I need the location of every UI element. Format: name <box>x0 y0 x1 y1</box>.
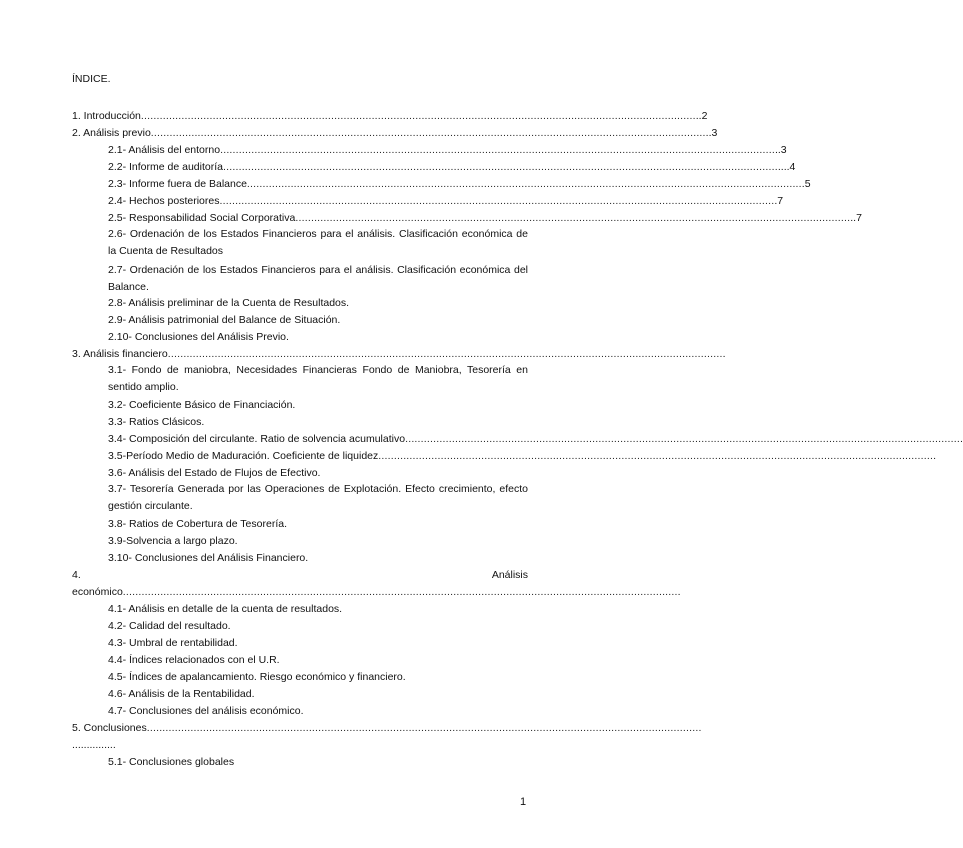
toc-entry-2-1[interactable]: 2.1- Análisis del entorno .................................................................................................................................................................................. ..3 <box>108 144 787 156</box>
toc-entry-3-10[interactable]: 3.10- Conclusiones del Análisis Financiero. <box>108 552 309 564</box>
toc-entry-3[interactable]: 3. Análisis financiero .................................................................................................................................................................................. . <box>72 348 726 360</box>
toc-entry-3-8[interactable]: 3.8- Ratios de Cobertura de Tesorería. <box>108 518 287 530</box>
toc-entry-4-1[interactable]: 4.1- Análisis en detalle de la cuenta de resultados. <box>108 603 343 615</box>
index-title: ÍNDICE. <box>72 73 111 85</box>
toc-entry-2-5[interactable]: 2.5- Responsabilidad Social Corporativa .................................................................................................................................................................................. ..7 <box>108 212 862 224</box>
toc-entry-3-4[interactable]: 3.4- Composición del circulante. Ratio de solvencia acumulativo .................................................................................................................................................................................. . <box>108 433 963 445</box>
toc-entry-3-2[interactable]: 3.2- Coeficiente Básico de Financiación. <box>108 399 296 411</box>
toc-entry-1[interactable]: 1. Introducción .................................................................................................................................................................................. ..2 <box>72 110 708 122</box>
toc-entry-3-6[interactable]: 3.6- Análisis del Estado de Flujos de Efectivo. <box>108 467 321 479</box>
toc-entry-3-3[interactable]: 3.3- Ratios Clásicos. <box>108 416 205 428</box>
toc-entry-3-9[interactable]: 3.9-Solvencia a largo plazo. <box>108 535 238 547</box>
toc-entry-5[interactable]: 5. Conclusiones .................................................................................................................................................................................. <box>72 722 702 734</box>
page-number: 1 <box>520 796 527 808</box>
toc-entry-3-5[interactable]: 3.5-Período Medio de Maduración. Coeficiente de liquidez .................................................................................................................................................................................. . <box>108 450 937 462</box>
toc-entry-4-3[interactable]: 4.3- Umbral de rentabilidad. <box>108 637 238 649</box>
toc-entry-2-7[interactable]: 2.7- Ordenación de los Estados Financieros para el análisis. Clasificación económica del Balance. <box>108 264 528 293</box>
toc-entry-2-3[interactable]: 2.3- Informe fuera de Balance .................................................................................................................................................................................. .5 <box>108 178 811 190</box>
toc-entry-2-6[interactable]: 2.6- Ordenación de los Estados Financieros para el análisis. Clasificación económica de la Cuenta de Resultados <box>108 228 528 257</box>
toc-entry-4[interactable]: 4. Análisis <box>72 569 528 581</box>
toc-entry-4-5[interactable]: 4.5- Índices de apalancamiento. Riesgo económico y financiero. <box>108 671 406 683</box>
toc-entry-4-continuation[interactable]: económico .................................................................................................................................................................................. . <box>72 586 681 598</box>
toc-entry-5-1[interactable]: 5.1- Conclusiones globales <box>108 756 235 768</box>
toc-entry-2[interactable]: 2. Análisis previo .................................................................................................................................................................................. ..3 <box>72 127 718 139</box>
toc-entry-4-2[interactable]: 4.2- Calidad del resultado. <box>108 620 231 632</box>
toc-entry-5-continuation: ............... <box>72 739 116 751</box>
toc-entry-2-9[interactable]: 2.9- Análisis patrimonial del Balance de Situación. <box>108 314 341 326</box>
toc-entry-2-4[interactable]: 2.4- Hechos posteriores .................................................................................................................................................................................. .7 <box>108 195 784 207</box>
toc-entry-4-4[interactable]: 4.4- Índices relacionados con el U.R. <box>108 654 280 666</box>
toc-entry-4-7[interactable]: 4.7- Conclusiones del análisis económico. <box>108 705 304 717</box>
toc-entry-3-7[interactable]: 3.7- Tesorería Generada por las Operaciones de Explotación. Efecto crecimiento, efecto gestión circulante. <box>108 483 528 512</box>
toc-entry-2-8[interactable]: 2.8- Análisis preliminar de la Cuenta de Resultados. <box>108 297 350 309</box>
toc-entry-3-1[interactable]: 3.1- Fondo de maniobra, Necesidades Financieras Fondo de Maniobra, Tesorería en sentido amplio. <box>108 364 528 393</box>
toc-entry-2-2[interactable]: 2.2- Informe de auditoría .................................................................................................................................................................................. ....4 <box>108 161 796 173</box>
toc-entry-4-6[interactable]: 4.6- Análisis de la Rentabilidad. <box>108 688 255 700</box>
toc-entry-2-10[interactable]: 2.10- Conclusiones del Análisis Previo. <box>108 331 289 343</box>
